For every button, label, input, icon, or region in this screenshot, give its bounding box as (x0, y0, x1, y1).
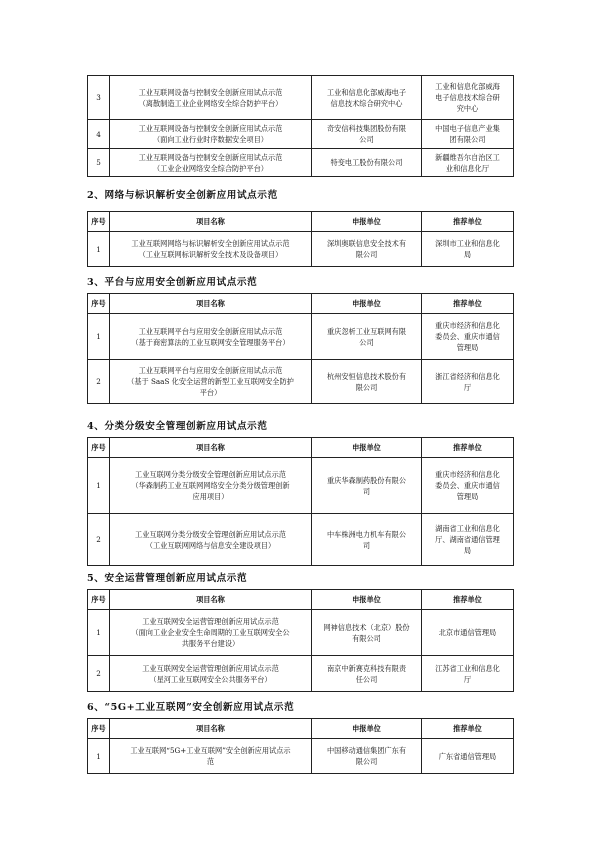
table-row (88, 232, 514, 267)
column-header: 序号 (88, 719, 110, 739)
project-name: 工业互联网分类分级安全管理创新应用试点示范 （华森制药工业互联网网络安全分类分级管理创新 应用项目） (110, 458, 312, 514)
recommender-unit: 重庆市经济和信息化 委员会、重庆市通信 管理局 (422, 458, 514, 514)
project-name: 工业互联网安全运营管理创新应用试点示范 （星河工业互联网安全公共服务平台） (110, 656, 312, 692)
project-name: 工业互联网分类分级安全管理创新应用试点示范 （工业互联网网络与信息安全建设项目） (110, 514, 312, 566)
column-header: 序号 (88, 438, 110, 458)
applicant-unit: 网神信息技术（北京）股份 有限公司 (312, 610, 422, 656)
table-header-row (88, 438, 514, 458)
column-header: 申报单位 (312, 294, 422, 314)
column-header: 推荐单位 (422, 212, 514, 232)
section-heading: 6、“5G+工业互联网”安全创新应用试点示范 (87, 702, 295, 713)
project-name: 工业互联网“5G+工业互联网”安全创新应用试点示 范 (110, 739, 312, 774)
project-name: 工业互联网设备与控制安全创新应用试点示范 （工业企业网络安全综合防护平台） (110, 149, 312, 177)
row-number: 5 (88, 149, 110, 177)
recommender-unit: 中国电子信息产业集 团有限公司 (422, 120, 514, 149)
column-header: 申报单位 (312, 719, 422, 739)
row-number: 1 (88, 458, 110, 514)
row-number: 1 (88, 314, 110, 360)
table-row (88, 360, 514, 404)
section-heading: 4、分类分级安全管理创新应用试点示范 (87, 421, 268, 432)
row-number: 1 (88, 739, 110, 774)
row-number: 2 (88, 360, 110, 404)
column-header: 项目名称 (110, 212, 312, 232)
recommender-unit: 湖南省工业和信息化 厅、湖南省通信管理 局 (422, 514, 514, 566)
project-name: 工业互联网安全运营管理创新应用试点示范 （面向工业企业安全生命周期的工业互联网安全公 共服务平台建设） (110, 610, 312, 656)
recommender-unit: 浙江省经济和信息化 厅 (422, 360, 514, 404)
column-header: 项目名称 (110, 719, 312, 739)
table-row (88, 739, 514, 774)
security-table-3 (87, 293, 514, 404)
section-heading: 2、网络与标识解析安全创新应用试点示范 (87, 190, 278, 201)
column-header: 序号 (88, 212, 110, 232)
row-number: 2 (88, 514, 110, 566)
row-number: 1 (88, 232, 110, 267)
table-header-row (88, 212, 514, 232)
applicant-unit: 杭州安恒信息技术股份有 限公司 (312, 360, 422, 404)
column-header: 推荐单位 (422, 719, 514, 739)
security-table-5 (87, 589, 514, 692)
project-name: 工业互联网平台与应用安全创新应用试点示范 （基于 SaaS 化安全运营的新型工业互联网安全防护 平台） (110, 360, 312, 404)
recommender-unit: 北京市通信管理局 (422, 610, 514, 656)
recommender-unit: 江苏省工业和信息化 厅 (422, 656, 514, 692)
security-table-2 (87, 211, 514, 267)
applicant-unit: 中车株洲电力机车有限公 司 (312, 514, 422, 566)
row-number: 3 (88, 76, 110, 120)
section-heading: 3、平台与应用安全创新应用试点示范 (87, 277, 258, 288)
table-row (88, 76, 514, 120)
table-row (88, 610, 514, 656)
applicant-unit: 中国移动通信集团广东有 限公司 (312, 739, 422, 774)
security-table-6 (87, 718, 514, 774)
security-table-1 (87, 75, 514, 177)
project-name: 工业互联网平台与应用安全创新应用试点示范 （基于商密算法的工业互联网安全管理服务平台） (110, 314, 312, 360)
recommender-unit: 深圳市工业和信息化 局 (422, 232, 514, 267)
table-header-row (88, 294, 514, 314)
applicant-unit: 深圳奥联信息安全技术有 限公司 (312, 232, 422, 267)
table-row (88, 149, 514, 177)
project-name: 工业互联网设备与控制安全创新应用试点示范 （面向工业行业时序数据安全项目） (110, 120, 312, 149)
table-row (88, 120, 514, 149)
section-heading: 5、安全运营管理创新应用试点示范 (87, 573, 248, 584)
recommender-unit: 重庆市经济和信息化 委员会、重庆市通信 管理局 (422, 314, 514, 360)
applicant-unit: 南京中新赛克科技有限责 任公司 (312, 656, 422, 692)
column-header: 推荐单位 (422, 294, 514, 314)
row-number: 2 (88, 656, 110, 692)
security-table-4 (87, 437, 514, 566)
project-name: 工业互联网网络与标识解析安全创新应用试点示范 （工业互联网标识解析安全技术及设备项目） (110, 232, 312, 267)
applicant-unit: 奇安信科技集团股份有限 公司 (312, 120, 422, 149)
applicant-unit: 重庆忽析工业互联网有限 公司 (312, 314, 422, 360)
table-row (88, 458, 514, 514)
table-row (88, 514, 514, 566)
table-header-row (88, 590, 514, 610)
recommender-unit: 工业和信息化部威海 电子信息技术综合研 究中心 (422, 76, 514, 120)
column-header: 项目名称 (110, 438, 312, 458)
column-header: 推荐单位 (422, 438, 514, 458)
column-header: 序号 (88, 294, 110, 314)
table-header-row (88, 719, 514, 739)
applicant-unit: 工业和信息化部威海电子 信息技术综合研究中心 (312, 76, 422, 120)
column-header: 申报单位 (312, 438, 422, 458)
applicant-unit: 特变电工股份有限公司 (312, 149, 422, 177)
row-number: 1 (88, 610, 110, 656)
table-row (88, 314, 514, 360)
column-header: 项目名称 (110, 294, 312, 314)
applicant-unit: 重庆华森制药股份有限公 司 (312, 458, 422, 514)
recommender-unit: 广东省通信管理局 (422, 739, 514, 774)
recommender-unit: 新疆维吾尔自治区工 业和信息化厅 (422, 149, 514, 177)
row-number: 4 (88, 120, 110, 149)
column-header: 推荐单位 (422, 590, 514, 610)
table-row (88, 656, 514, 692)
column-header: 申报单位 (312, 590, 422, 610)
column-header: 项目名称 (110, 590, 312, 610)
project-name: 工业互联网设备与控制安全创新应用试点示范 （离散制造工业企业网络安全综合防护平台） (110, 76, 312, 120)
column-header: 序号 (88, 590, 110, 610)
column-header: 申报单位 (312, 212, 422, 232)
